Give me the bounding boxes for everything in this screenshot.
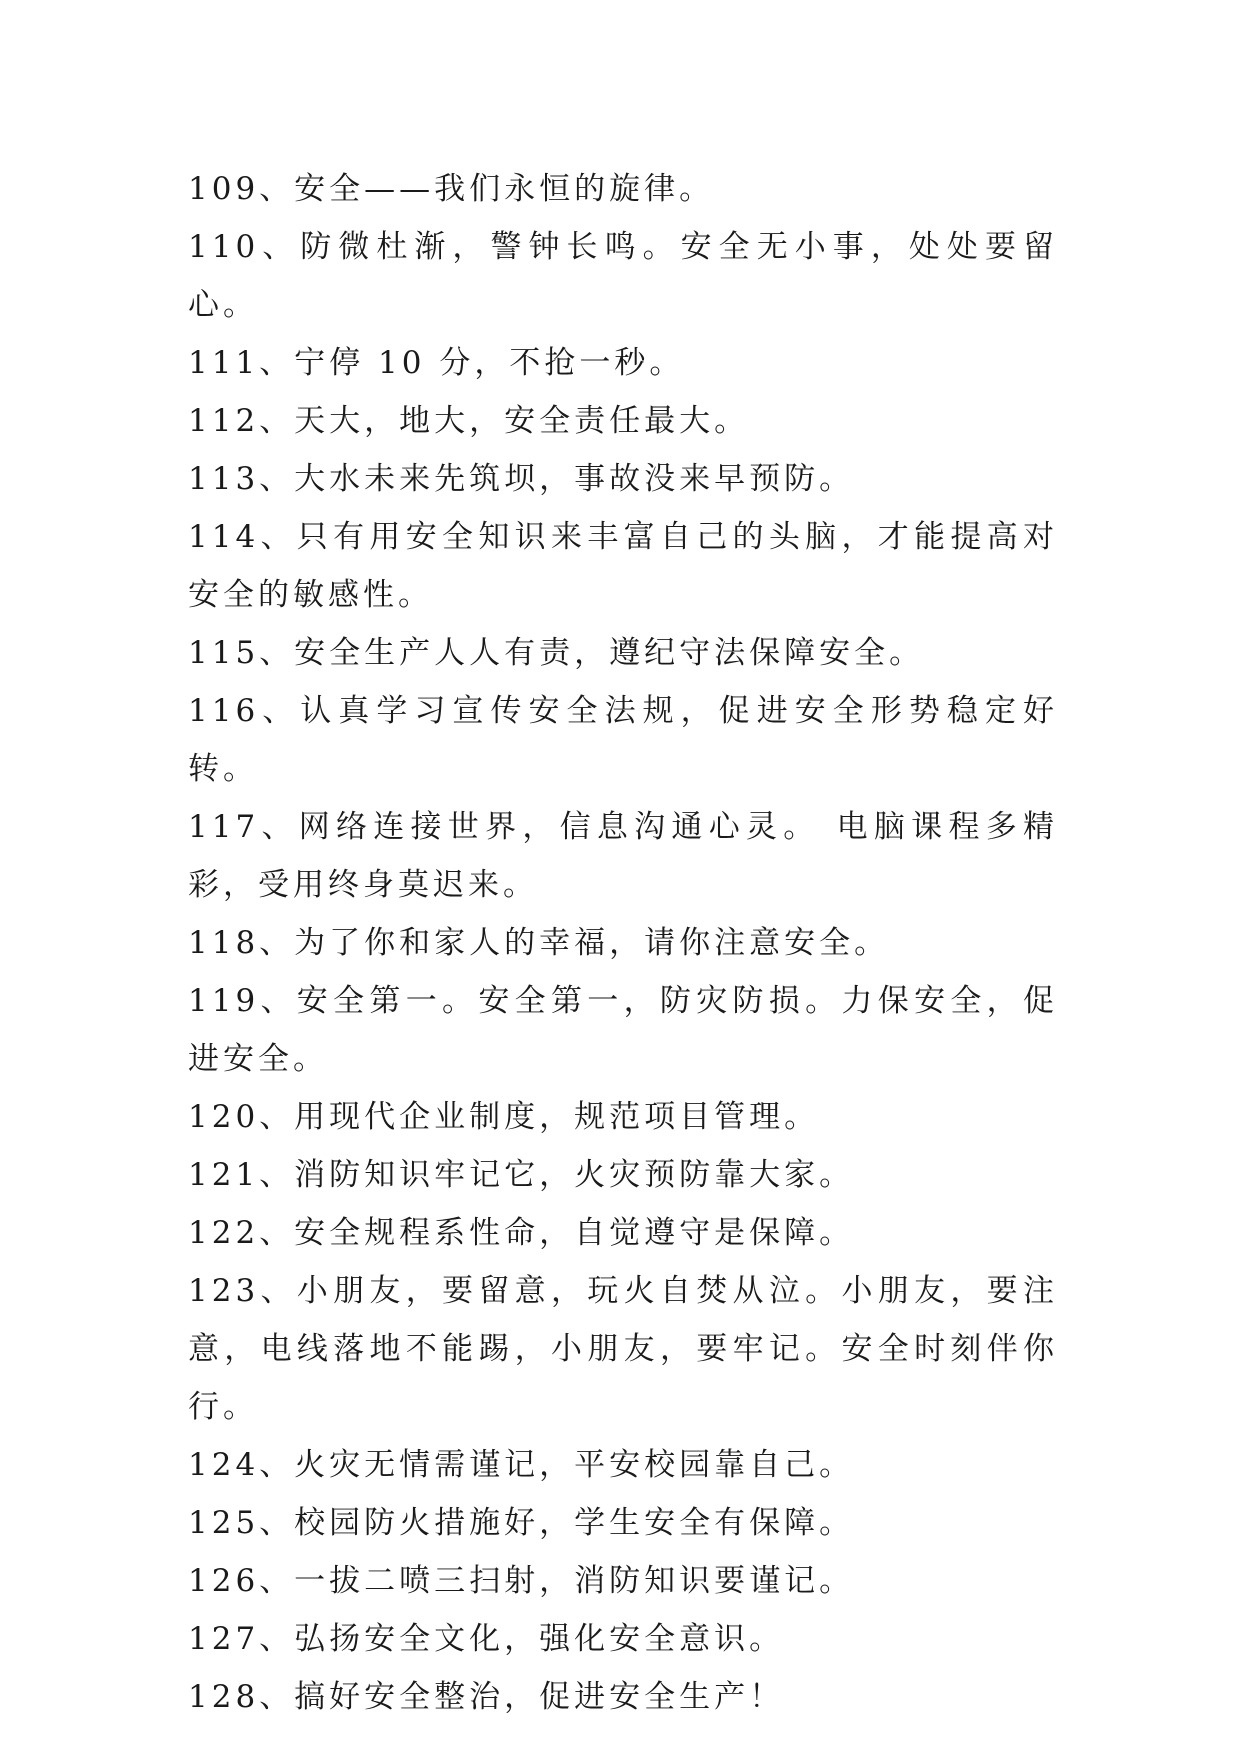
list-item: 125、校园防火措施好，学生安全有保障。 [188,1505,855,1541]
slogan-list [188,160,1058,1726]
list-item: 113、大水未来先筑坝，事故没来早预防。 [188,461,855,497]
list-item: 119、安全第一。安全第一，防灾防损。力保安全，促进安全。 [188,983,1058,1077]
list-item: 110、防微杜渐，警钟长鸣。安全无小事，处处要留心。 [188,229,1058,323]
list-item: 117、网络连接世界，信息沟通心灵。 电脑课程多精彩，受用终身莫迟来。 [188,809,1058,903]
list-item: 109、安全——我们永恒的旋律。 [188,171,715,207]
list-item: 112、天大，地大，安全责任最大。 [188,403,750,439]
list-item: 126、一拔二喷三扫射，消防知识要谨记。 [188,1563,855,1599]
list-item: 115、安全生产人人有责，遵纪守法保障安全。 [188,635,925,671]
list-item: 111、宁停 10 分，不抢一秒。 [188,345,685,381]
list-item: 122、安全规程系性命，自觉遵守是保障。 [188,1215,855,1251]
list-item: 123、小朋友，要留意，玩火自焚从泣。小朋友，要注意，电线落地不能踢，小朋友，要牢记。安全时刻伴你行。 [188,1273,1058,1425]
list-item: 116、认真学习宣传安全法规，促进安全形势稳定好转。 [188,693,1058,787]
list-item: 128、搞好安全整治，促进安全生产！ [188,1679,785,1715]
list-item: 127、弘扬安全文化，强化安全意识。 [188,1621,785,1657]
list-item: 118、为了你和家人的幸福，请你注意安全。 [188,925,890,961]
list-item: 121、消防知识牢记它，火灾预防靠大家。 [188,1157,855,1193]
list-item: 124、火灾无情需谨记，平安校园靠自己。 [188,1447,855,1483]
list-item: 114、只有用安全知识来丰富自己的头脑，才能提高对安全的敏感性。 [188,519,1058,613]
list-item: 120、用现代企业制度，规范项目管理。 [188,1099,820,1135]
